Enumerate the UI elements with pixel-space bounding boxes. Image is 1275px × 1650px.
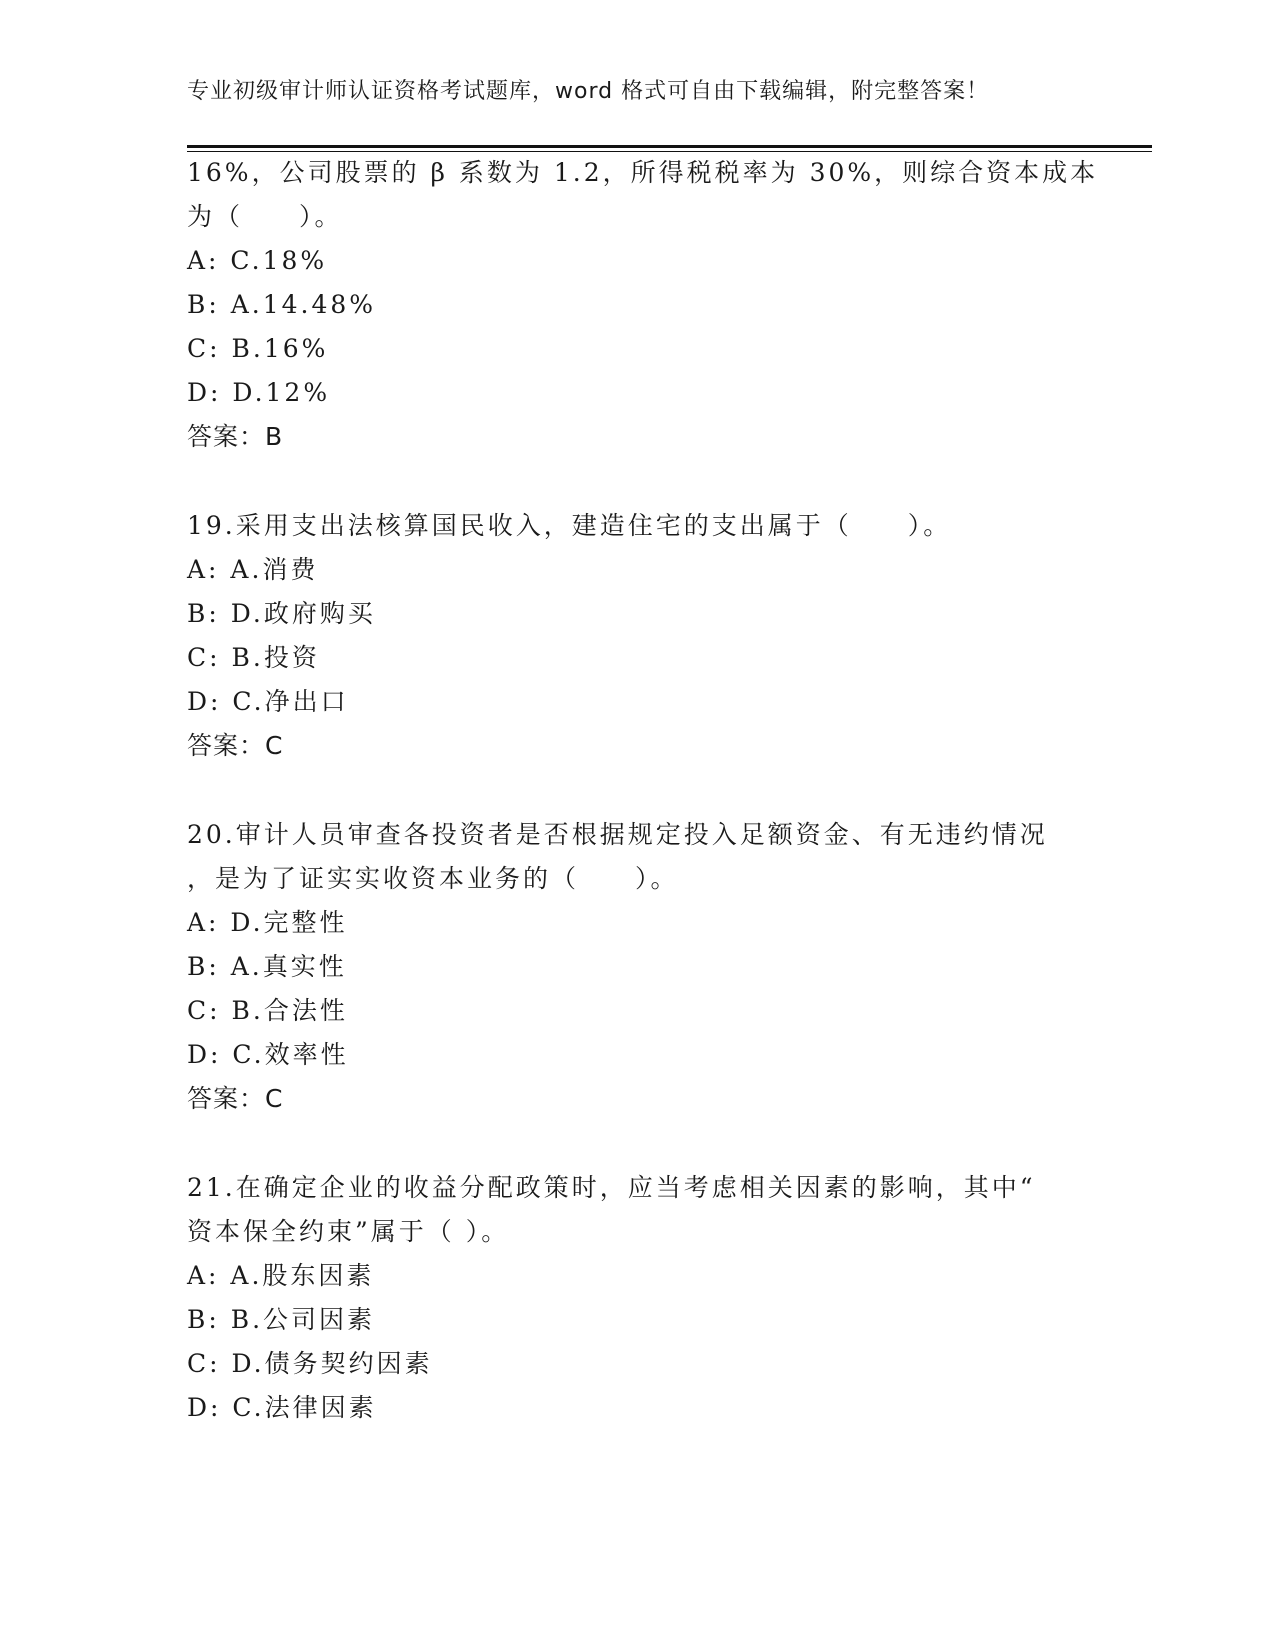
question-18-stem-line-1: 16%，公司股票的 β 系数为 1.2，所得税税率为 30%，则综合资本成本 [187,158,1099,187]
question-21-stem-line-1: 21.在确定企业的收益分配政策时，应当考虑相关因素的影响，其中“ [187,1173,1036,1202]
question-19-option-c: C: B.投资 [187,643,320,672]
page-header: 专业初级审计师认证资格考试题库，word 格式可自由下载编辑，附完整答案！ [187,79,990,104]
question-18-option-d: D: D.12% [187,378,331,407]
question-18-stem-line-2: 为（ ）。 [187,202,343,231]
question-18-answer: 答案：B [187,422,284,451]
question-19-answer: 答案：C [187,731,284,760]
question-19-option-d: D: C.净出口 [187,687,349,716]
question-20-stem-line-1: 20.审计人员审查各投资者是否根据规定投入足额资金、有无违约情况 [187,820,1048,849]
question-20-stem-line-2: ，是为了证实实收资本业务的（ ）。 [187,864,679,893]
header-rule-thin [187,151,1152,152]
question-18-option-c: C: B.16% [187,334,329,363]
question-18-option-b: B: A.14.48% [187,290,377,319]
question-19-stem-line-1: 19.采用支出法核算国民收入，建造住宅的支出属于（ ）。 [187,511,952,540]
question-20-option-d: D: C.效率性 [187,1040,349,1069]
header-rule-thick [187,145,1152,148]
question-19-option-a: A: A.消费 [187,555,319,584]
question-21-option-a: A: A.股东因素 [187,1261,375,1290]
question-21-option-c: C: D.债务契约因素 [187,1349,433,1378]
question-18-option-a: A: C.18% [187,246,328,275]
question-20-answer: 答案：C [187,1084,284,1113]
question-19-option-b: B: D.政府购买 [187,599,376,628]
question-21-option-d: D: C.法律因素 [187,1393,377,1422]
question-21-option-b: B: B.公司因素 [187,1305,376,1334]
question-21-stem-line-2: 资本保全约束”属于（ ）。 [187,1217,510,1246]
question-20-option-a: A: D.完整性 [187,908,348,937]
question-20-option-c: C: B.合法性 [187,996,348,1025]
question-20-option-b: B: A.真实性 [187,952,347,981]
